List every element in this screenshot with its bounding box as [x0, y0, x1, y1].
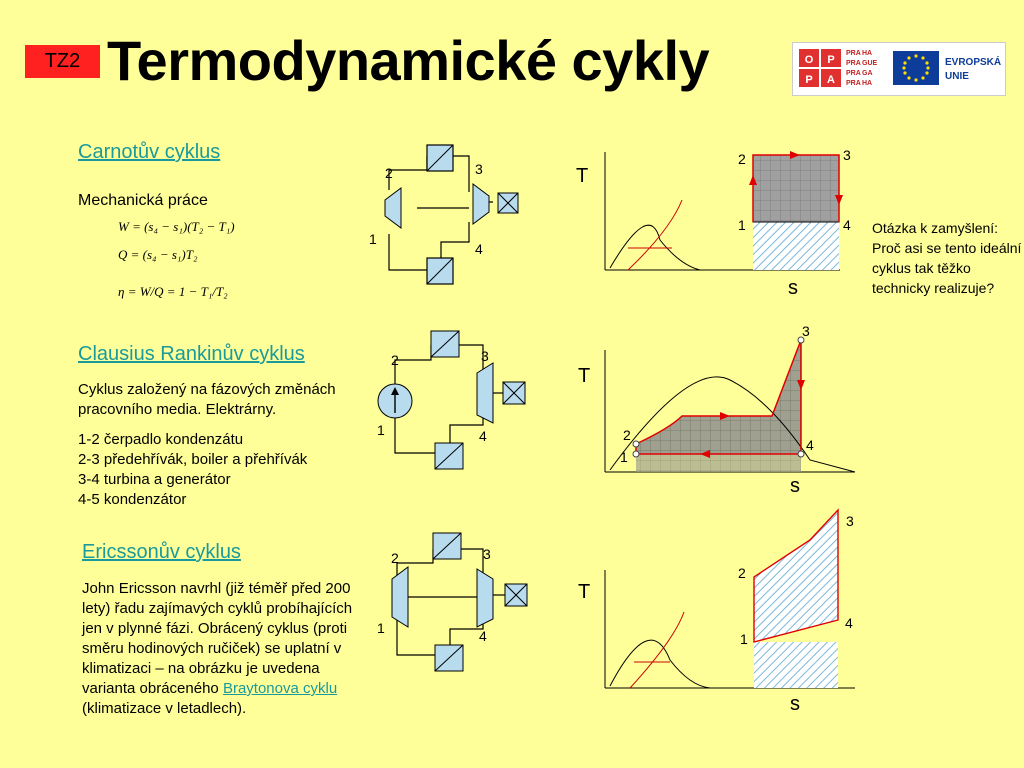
rankine-step-4: 4-5 kondenzátor: [78, 491, 187, 508]
rankine-step-1: 1-2 čerpadlo kondenzátu: [78, 431, 244, 448]
rankine-steps: [78, 430, 307, 510]
praha-text-2: HA: [862, 50, 873, 57]
ericsson-point-3: 3: [483, 546, 491, 562]
eu-flag-icon: [893, 51, 939, 85]
eu-text-2: UNIE: [945, 71, 969, 82]
carnot-question-note: Otázka k zamyšlení: Proč asi se tento ideální cyklus tak těžko technicky realizuje?: [872, 220, 1022, 296]
generator-box: [505, 584, 527, 606]
carnot-machine-diagram: [365, 140, 525, 300]
rankine-point-3: 3: [481, 348, 489, 364]
eu-text-1: EVROPSKÁ: [945, 57, 1002, 68]
rankine-ts-4: 4: [806, 437, 814, 453]
praha-text-1: PRA: [846, 50, 861, 57]
isobar-curve: [628, 200, 682, 270]
rankine-point-4: 4: [479, 428, 487, 444]
oppa-logo: [799, 49, 841, 87]
rankine-point-1: 1: [377, 422, 385, 438]
page-title: Termodynamické cykly: [107, 29, 710, 92]
ericsson-point-2: 2: [391, 550, 399, 566]
carnot-ts-4: 4: [843, 217, 851, 233]
lower-area: [636, 454, 801, 472]
cooler-box: [435, 645, 463, 671]
ericsson-link[interactable]: Ericssonův cyklus: [82, 541, 241, 563]
hatched-area: [753, 222, 839, 270]
cooler-box: [427, 258, 453, 284]
carnot-formula-w: [118, 219, 235, 235]
ericsson-ts-diagram: [570, 500, 860, 720]
praha-text-7: PRA: [846, 80, 861, 87]
ericsson-point-4: 4: [479, 628, 487, 644]
ericsson-point-1: 1: [377, 620, 385, 636]
oppa-eu-logo: [792, 42, 1006, 96]
carnot-ts-diagram: [570, 140, 860, 300]
compressor-shape: [385, 188, 401, 228]
rankine-axis-t: T: [578, 365, 591, 387]
condenser-box: [435, 443, 463, 469]
ericsson-description: [82, 579, 374, 719]
ericsson-ts-4: 4: [845, 615, 853, 631]
oppa-letter-a: A: [827, 74, 835, 86]
carnot-ts-3: 3: [843, 147, 851, 163]
rankine-point-2: 2: [391, 352, 399, 368]
turbine-shape: [477, 363, 493, 423]
work-area: [636, 340, 801, 454]
oppa-letter-p1: P: [827, 54, 835, 66]
praha-text-6: GA: [862, 70, 873, 77]
ericsson-ts-3: 3: [846, 513, 854, 529]
ericsson-machine-diagram: [365, 525, 530, 680]
ericsson-ts-2: 2: [738, 565, 746, 581]
carnot-point-2: 2: [385, 165, 393, 181]
rankine-ts-1: 1: [620, 449, 628, 465]
logo-graphic: [793, 43, 1005, 95]
rankine-ts-2: 2: [623, 427, 631, 443]
rankine-ts-diagram: [570, 320, 860, 500]
praha-text-5: PRA: [846, 70, 861, 77]
praha-text-3: PRA: [846, 60, 861, 67]
ericsson-desc-part2: (klimatizace v letadlech).: [82, 700, 247, 717]
carnot-point-3: 3: [475, 161, 483, 177]
slide-tag: TZ2: [25, 45, 100, 78]
rankine-description: Cyklus založený na fázových změnách pracovního media. Elektrárny.: [78, 381, 336, 418]
carnot-ts-2: 2: [738, 151, 746, 167]
oppa-letter-p2: P: [805, 74, 813, 86]
oppa-letter-o: O: [804, 54, 814, 66]
ericsson-ts-1: 1: [740, 631, 748, 647]
brayton-cycle-link[interactable]: Braytonova cyklu: [222, 680, 338, 697]
carnot-axis-t: T: [576, 165, 589, 187]
carnot-point-4: 4: [475, 241, 483, 257]
praha-logo: [846, 50, 878, 87]
praha-text-4: GUE: [862, 60, 878, 67]
work-area: [753, 155, 839, 222]
carnot-ts-1: 1: [738, 217, 746, 233]
compressor-shape: [392, 567, 408, 627]
generator-box: [503, 382, 525, 404]
formula-q-text: Q = (s₄ − s₁)T₂: [118, 247, 198, 262]
turbine-shape: [477, 569, 493, 627]
rankine-axis-s: s: [790, 475, 800, 497]
praha-text-8: HA: [862, 80, 873, 87]
formula-eta-text: η = W/Q = 1 − T₁/T₂: [118, 284, 228, 299]
rankine-ts-3: 3: [802, 323, 810, 339]
point-1-marker: [633, 451, 639, 457]
carnot-link[interactable]: Carnotův cyklus: [78, 141, 221, 163]
turbine-shape: [473, 184, 489, 224]
saturation-curve: [610, 640, 710, 688]
ericsson-axis-t: T: [578, 581, 591, 603]
point-4-marker: [798, 451, 804, 457]
rankine-step-2: 2-3 předehřívák, boiler a přehřívák: [78, 451, 308, 468]
point-2-marker: [633, 441, 639, 447]
carnot-formula-eta: [118, 284, 228, 300]
rankine-step-3: 3-4 turbina a generátor: [78, 471, 231, 488]
carnot-subtitle: Mechanická práce: [78, 192, 208, 209]
ericsson-axis-s: s: [790, 693, 800, 715]
carnot-formula-q: [118, 247, 198, 263]
rankine-machine-diagram: [365, 325, 530, 475]
ericsson-desc-part1: John Ericsson navrhl (již téměř před 200 lety) řadu zajímavých cyklů probíhajících jen v plynné fázi. Obrácený cyklus (proti směru hodinových ručiček) se uplatní v klimatizaci – na obrázku je uvedena varianta obráceného: [82, 580, 353, 697]
carnot-point-1: 1: [369, 231, 377, 247]
hatched-area: [754, 642, 838, 688]
pump-icon: [378, 384, 412, 418]
cycle-area: [754, 510, 838, 642]
isobar-curve: [630, 612, 684, 688]
carnot-axis-s: s: [788, 277, 798, 299]
rankine-link[interactable]: Clausius Rankinův cyklus: [78, 343, 305, 365]
boiler-box: [431, 331, 459, 357]
formula-w-text: W = (s₄ − s₁)(T₂ − T₁): [118, 219, 235, 234]
heater-box: [433, 533, 461, 559]
heater-box: [427, 145, 453, 171]
generator-box: [498, 193, 518, 213]
